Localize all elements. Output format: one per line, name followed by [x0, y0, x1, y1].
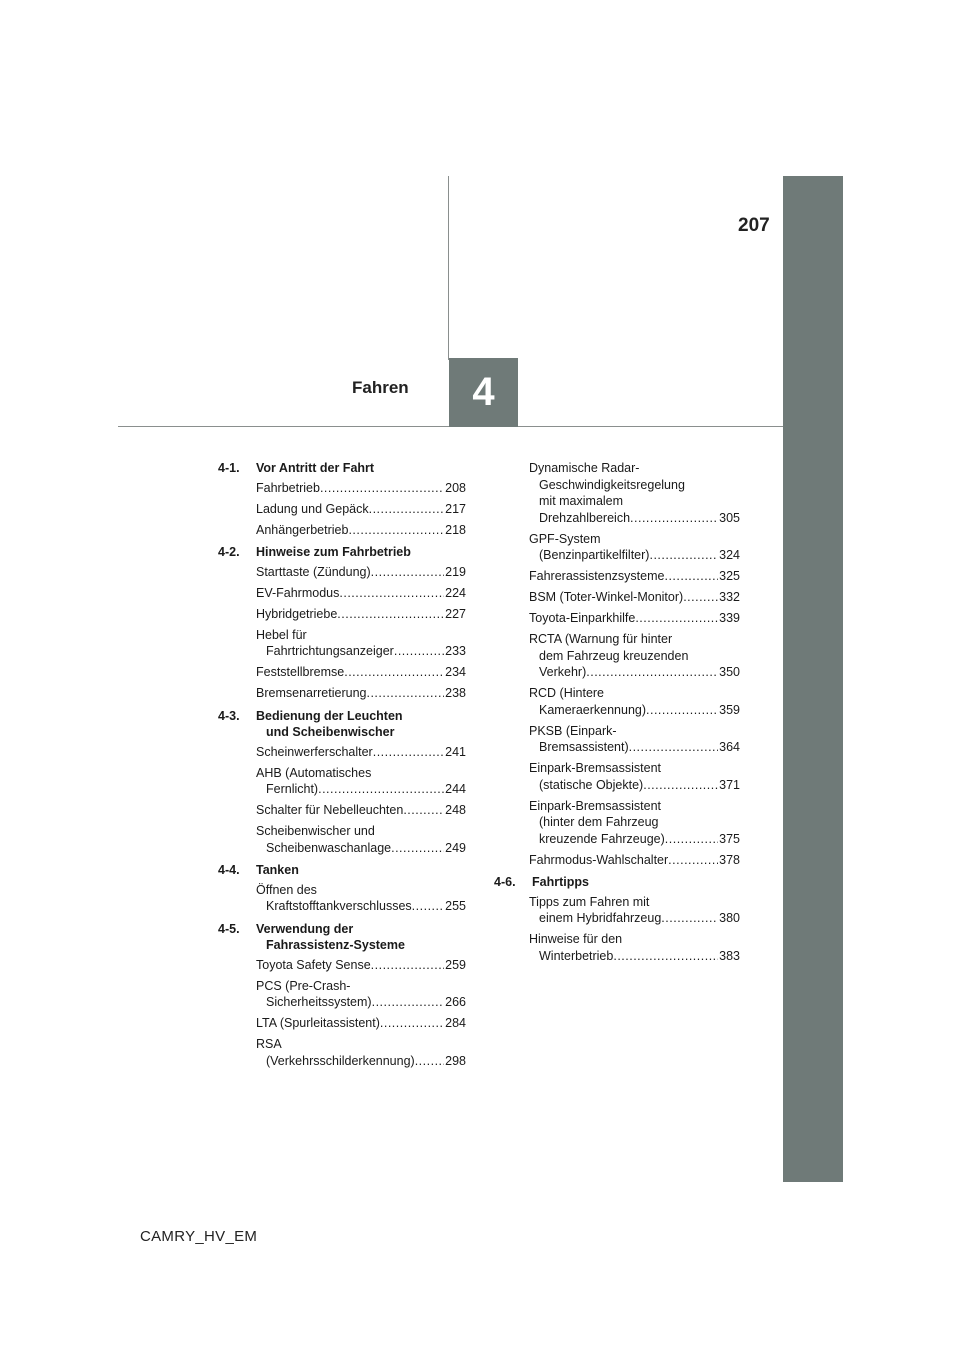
toc-entry-label: Hybridgetriebe [256, 606, 338, 621]
dot-leader [380, 1015, 444, 1032]
toc-entry-label: Drehzahlbereich [539, 510, 631, 525]
toc-entry-text [256, 685, 444, 702]
dot-leader [372, 994, 445, 1011]
toc-entry-label: Toyota-Einparkhilfe [529, 611, 636, 625]
dot-leader [649, 547, 718, 564]
toc-page-number: 233 [445, 644, 466, 658]
dot-leader [369, 501, 445, 518]
toc-entry-line [256, 840, 444, 857]
toc-entry[interactable] [529, 631, 740, 681]
toc-entry-line: RCD (Hintere [529, 686, 605, 700]
toc-entry[interactable] [256, 564, 466, 581]
toc-page-number: 378 [719, 852, 740, 867]
toc-entry-line: PKSB (Einpark- [529, 723, 617, 738]
toc-entry-text [256, 802, 444, 819]
toc-entry-line: Einpark-Bremsassistent [529, 798, 661, 813]
toc-entry-line: Geschwindigkeitsregelung [539, 477, 685, 492]
toc-entry-text [529, 610, 718, 627]
toc-entry-label: Fahrmodus-Wahlschalter [529, 852, 669, 867]
toc-entry-label: Scheinwerferschalter [256, 744, 373, 759]
toc-page-number: 325 [719, 569, 740, 583]
toc-entry-line [529, 589, 718, 606]
toc-entry-line [529, 547, 718, 564]
toc-entry-line [256, 501, 444, 518]
toc-entry-label: Fernlicht) [266, 782, 319, 796]
toc-left-column [218, 460, 466, 1074]
toc-page-number: 224 [445, 585, 466, 600]
toc-entry-line [256, 781, 444, 798]
toc-page-number: 332 [719, 590, 740, 604]
toc-entry[interactable] [529, 760, 740, 793]
toc-entry[interactable] [256, 606, 466, 623]
toc-entry[interactable] [256, 957, 466, 974]
toc-page-number: 259 [445, 957, 466, 972]
chapter-number-box [449, 358, 518, 427]
toc-entry-line [256, 643, 444, 660]
toc-entry-line: Hebel für [256, 627, 307, 642]
dot-leader [613, 948, 718, 965]
toc-entry-line [256, 480, 444, 497]
dot-leader [668, 852, 718, 869]
section-title-line: und Scheibenwischer [266, 725, 395, 739]
toc-page-number: 227 [445, 606, 466, 621]
toc-entry-text [256, 744, 444, 761]
dot-leader [412, 898, 444, 915]
dot-leader [586, 664, 718, 681]
toc-entry-text [256, 1015, 444, 1032]
toc-entry-line [529, 948, 718, 965]
toc-entry-line [529, 664, 718, 681]
toc-entry[interactable] [256, 627, 466, 660]
toc-entry-text [529, 631, 718, 681]
toc-entry-line [256, 664, 444, 681]
toc-entry-label: Fahrerassistenzsysteme [529, 569, 665, 583]
toc-entry-line [256, 994, 444, 1011]
toc-entry-label: kreuzende Fahrzeuge) [539, 831, 665, 846]
toc-entry-line: RSA [256, 1037, 282, 1051]
toc-entry-line [256, 744, 444, 761]
toc-page-number: 339 [719, 611, 740, 625]
toc-entry[interactable] [256, 685, 466, 702]
toc-entry-line [256, 585, 444, 602]
toc-entry-label: LTA (Spurleitassistent) [256, 1016, 380, 1030]
toc-entry-label: (Benzinpartikelfilter) [539, 548, 650, 562]
toc-page-number: 350 [719, 665, 740, 679]
toc-entry-label: (statische Objekte) [539, 777, 644, 792]
toc-entry-text [529, 760, 718, 793]
dot-leader [373, 744, 444, 761]
toc-entry-line: Hinweise für den [529, 932, 623, 946]
toc-entry-label: Kameraerkennung) [539, 702, 647, 717]
dot-leader [371, 564, 444, 581]
section-title [256, 708, 466, 741]
section-number: 4-2. [218, 545, 240, 559]
toc-entry-text [256, 882, 444, 915]
toc-entry-label: Winterbetrieb [539, 948, 614, 963]
toc-entry-line [256, 522, 444, 539]
toc-entry-line: Scheibenwischer und [256, 824, 375, 838]
section-number: 4-1. [218, 461, 240, 475]
dot-leader [635, 610, 718, 627]
toc-entry-text [529, 531, 718, 564]
toc-entry-label: Ladung und Gepäck [256, 501, 369, 516]
toc-entry-label: einem Hybridfahrzeug [539, 911, 662, 925]
toc-entry-line: GPF-System [529, 531, 601, 546]
dot-leader [344, 664, 444, 681]
section-heading [218, 544, 466, 561]
toc-entry[interactable] [256, 480, 466, 497]
toc-page-number: 241 [445, 744, 466, 759]
dot-leader [391, 840, 444, 857]
toc-entry-line [256, 898, 444, 915]
toc-entry[interactable] [529, 723, 740, 756]
section-number: 4-4. [218, 863, 240, 877]
chapter-side-tab [783, 176, 843, 1182]
toc-entry-label: Schalter für Nebelleuchten [256, 803, 404, 817]
toc-entry-text [256, 564, 444, 581]
section-title-line: Tanken [256, 863, 299, 877]
toc-page-number: 208 [445, 480, 466, 495]
toc-entry-line [256, 1053, 444, 1070]
toc-entry-label: Feststellbremse [256, 665, 345, 679]
toc-entry[interactable] [256, 522, 466, 539]
dot-leader [339, 585, 444, 602]
toc-entry-label: Fahrbetrieb [256, 480, 320, 495]
toc-page-number: 249 [445, 840, 466, 855]
toc-entry-line [529, 510, 718, 527]
toc-entry-text [529, 568, 718, 585]
toc-entry[interactable] [529, 685, 740, 718]
toc-entry-text [529, 685, 718, 718]
toc-page-number: 248 [445, 803, 466, 817]
toc-entry-text [529, 589, 718, 606]
toc-entry-text [529, 852, 718, 869]
toc-entry-text [256, 585, 444, 602]
section-title-line: Vor Antritt der Fahrt [256, 461, 375, 475]
toc-entry-line [529, 831, 718, 848]
dot-leader [629, 739, 719, 756]
section-title-line: Bedienung der Leuchten [256, 708, 403, 723]
toc-entry-text [256, 606, 444, 623]
dot-leader [665, 831, 718, 848]
toc-entry-text [256, 522, 444, 539]
chapter-number: 4 [472, 370, 495, 414]
toc-entry[interactable] [256, 501, 466, 518]
toc-entry[interactable] [256, 585, 466, 602]
header-vertical-rule [448, 176, 449, 360]
toc-entry-line [256, 564, 444, 581]
toc-entry[interactable] [529, 852, 740, 869]
toc-entry-line: Tipps zum Fahren mit [529, 894, 650, 909]
toc-entry-line: mit maximalem [539, 494, 624, 508]
section-title [256, 460, 466, 477]
toc-entry-text [256, 501, 444, 518]
toc-entry[interactable] [529, 531, 740, 564]
toc-entry-line [256, 802, 444, 819]
toc-page-number: 375 [719, 831, 740, 846]
toc-page-number: 219 [445, 564, 466, 579]
toc-page-number: 364 [719, 740, 740, 754]
toc-entry[interactable] [256, 978, 466, 1011]
toc-entry-label: (Verkehrsschilderkennung) [266, 1053, 415, 1068]
toc-entry-label: Verkehr) [539, 665, 587, 679]
toc-entry[interactable] [529, 610, 740, 627]
section-heading [218, 460, 466, 477]
toc-entry-label: Kraftstofftankverschlusses [266, 899, 412, 913]
toc-entry-line [256, 606, 444, 623]
section-number: 4-3. [218, 708, 240, 723]
toc-entry-text [529, 894, 718, 927]
toc-entry-label: Toyota Safety Sense [256, 957, 371, 972]
toc-entry-line [529, 777, 718, 794]
toc-entry-line: dem Fahrzeug kreuzenden [539, 648, 689, 663]
toc-entry-line: Dynamische Radar- [529, 461, 640, 475]
section-title-line: Verwendung der [256, 921, 354, 936]
section-heading [218, 862, 466, 879]
toc-entry-text [256, 664, 444, 681]
toc-entry-text [256, 957, 444, 974]
dot-leader [320, 480, 444, 497]
toc-page-number: 244 [445, 782, 466, 796]
toc-entry-label: Fahrtrichtungsanzeiger [266, 644, 394, 658]
section-title-line: Fahrassistenz-Systeme [266, 938, 405, 952]
toc-entry-line [256, 685, 444, 702]
dot-leader [337, 606, 444, 623]
toc-entry-text [256, 1036, 444, 1069]
dot-leader [664, 568, 718, 585]
toc-entry[interactable] [256, 1015, 466, 1032]
toc-entry-text [256, 978, 444, 1011]
dot-leader [403, 802, 444, 819]
toc-entry[interactable] [256, 882, 466, 915]
section-title-line: Fahrtipps [532, 875, 589, 889]
toc-page-number: 359 [719, 702, 740, 717]
toc-entry-line: RCTA (Warnung für hinter [529, 632, 673, 646]
toc-entry-line: Einpark-Bremsassistent [529, 761, 661, 775]
section-number: 4-6. [494, 875, 516, 889]
toc-page-number: 218 [445, 522, 466, 537]
toc-entry[interactable] [529, 589, 740, 606]
dot-leader [630, 510, 718, 527]
toc-entry[interactable] [256, 744, 466, 761]
toc-entry-line [529, 910, 718, 927]
chapter-title: Fahren [352, 378, 409, 397]
toc-entry[interactable] [529, 894, 740, 927]
toc-entry[interactable] [256, 664, 466, 681]
toc-entry[interactable] [256, 765, 466, 798]
toc-entry-text [256, 480, 444, 497]
toc-entry[interactable] [529, 568, 740, 585]
toc-entry-line [529, 610, 718, 627]
dot-leader [318, 781, 444, 798]
toc-entry[interactable] [256, 823, 466, 856]
toc-entry-line [256, 957, 444, 974]
section-heading [494, 874, 740, 891]
toc-entry-line [529, 568, 718, 585]
toc-page-number: 234 [445, 665, 466, 679]
dot-leader [646, 702, 718, 719]
dot-leader [683, 589, 718, 606]
toc-page-number: 305 [719, 510, 740, 525]
section-title [256, 862, 466, 879]
toc-page-number: 238 [445, 686, 466, 700]
toc-right-column [494, 460, 740, 969]
dot-leader [394, 643, 444, 660]
toc-entry-line: Öffnen des [256, 882, 317, 897]
section-title-line: Hinweise zum Fahrbetrieb [256, 545, 411, 559]
toc-page-number: 298 [445, 1053, 466, 1068]
toc-entry[interactable] [529, 798, 740, 848]
toc-entry[interactable] [529, 931, 740, 964]
dot-leader [661, 910, 718, 927]
toc-entry-label: Bremsenarretierung [256, 686, 367, 700]
toc-entry-label: BSM (Toter-Winkel-Monitor) [529, 590, 684, 604]
footer-model-code: CAMRY_HV_EM [140, 1228, 258, 1245]
toc-entry-text [529, 931, 718, 964]
section-title [532, 874, 740, 891]
toc-entry[interactable] [256, 802, 466, 819]
toc-entry-text [256, 627, 444, 660]
toc-entry-text [256, 823, 444, 856]
toc-entry-label: Scheibenwaschanlage [266, 840, 392, 855]
toc-page-number: 217 [445, 501, 466, 516]
toc-entry-line: AHB (Automatisches [256, 765, 372, 780]
toc-page-number: 371 [719, 777, 740, 792]
toc-entry-label: Starttaste (Zündung) [256, 564, 371, 579]
section-number: 4-5. [218, 921, 240, 936]
toc-entry-label: Bremsassistent) [539, 740, 629, 754]
toc-entry-label: EV-Fahrmodus [256, 585, 340, 600]
toc-page-number: 266 [445, 995, 466, 1009]
toc-entry-label: Anhängerbetrieb [256, 522, 349, 537]
toc-page-number: 383 [719, 948, 740, 963]
toc-entry-line [256, 1015, 444, 1032]
toc-page-number: 284 [445, 1016, 466, 1030]
toc-entry[interactable] [256, 1036, 466, 1069]
toc-entry-line [529, 739, 718, 756]
toc-entry-text [529, 723, 718, 756]
toc-entry-text [529, 798, 718, 848]
section-title [256, 921, 466, 954]
section-heading [218, 921, 466, 954]
page-number: 207 [738, 215, 770, 236]
toc-entry-line [529, 702, 718, 719]
toc-entry-line: (hinter dem Fahrzeug [539, 815, 659, 829]
toc-entry-line: PCS (Pre-Crash- [256, 978, 351, 993]
dot-leader [643, 777, 718, 794]
toc-entry-text [529, 460, 718, 526]
toc-page-number: 255 [445, 899, 466, 913]
dot-leader [366, 685, 444, 702]
toc-entry-line [529, 852, 718, 869]
dot-leader [415, 1053, 444, 1070]
section-title [256, 544, 466, 561]
toc-page-number: 324 [719, 548, 740, 562]
toc-entry-text [256, 765, 444, 798]
toc-entry[interactable] [529, 460, 740, 526]
toc-entry-label: Sicherheitssystem) [266, 995, 372, 1009]
section-heading [218, 708, 466, 741]
toc-page-number: 380 [719, 911, 740, 925]
dot-leader [348, 522, 444, 539]
dot-leader [371, 957, 444, 974]
